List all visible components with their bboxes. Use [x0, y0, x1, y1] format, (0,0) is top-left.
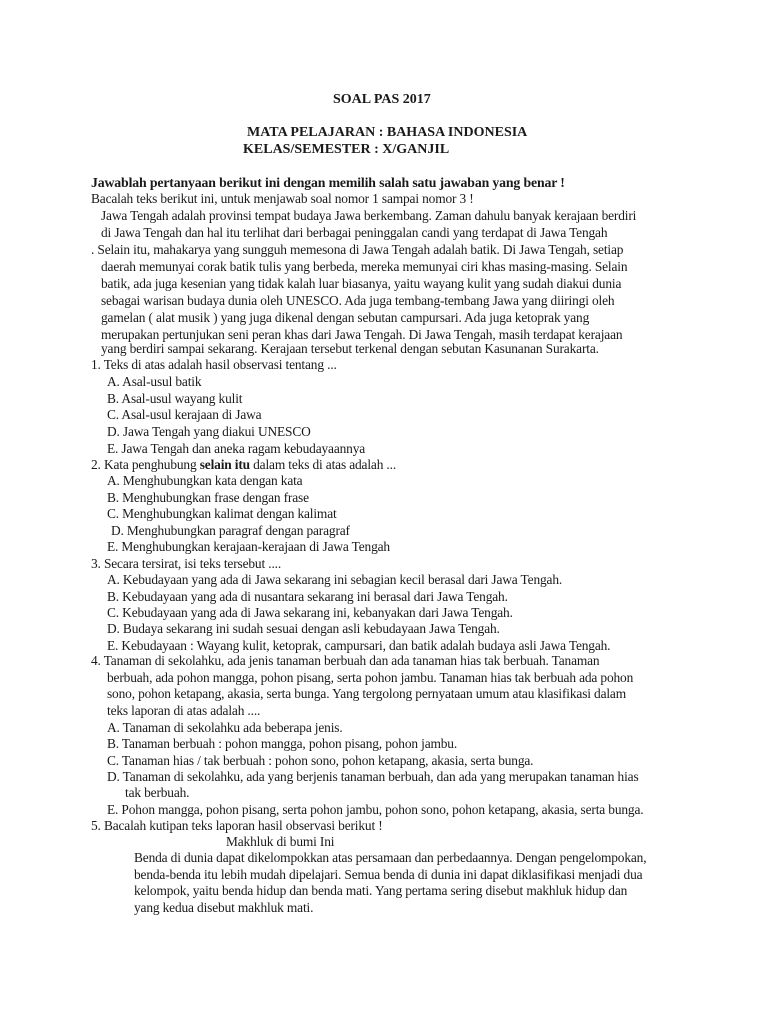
question-stem: berbuah, ada pohon mangga, pohon pisang, serta pohon jambu. Tanaman hias tak berbuah ada pohon	[107, 670, 634, 685]
excerpt-line: yang kedua disebut makhluk mati.	[134, 900, 314, 915]
passage-line: di Jawa Tengah dan hal itu terlihat dari berbagai peninggalan candi yang terdapat di Jawa Tengah	[101, 225, 608, 240]
question-stem: sono, pohon ketapang, akasia, serta bunga. Yang tergolong pernyataan umum atau klasifikasi dalam	[107, 686, 626, 701]
answer-option-a[interactable]: A. Menghubungkan kata dengan kata	[107, 473, 303, 488]
answer-option-d[interactable]: D. Jawa Tengah yang diakui UNESCO	[107, 424, 311, 439]
class-semester-line: KELAS/SEMESTER : X/GANJIL	[243, 142, 450, 157]
answer-option-e[interactable]: E. Pohon mangga, pohon pisang, serta pohon jambu, pohon sono, pohon ketapang, akasia, serta bunga.	[107, 802, 644, 817]
question-stem: teks laporan di atas adalah ....	[107, 703, 261, 718]
answer-option-d[interactable]: D. Budaya sekarang ini sudah sesuai dengan asli kebudayaan Jawa Tengah.	[107, 621, 500, 636]
passage-line: batik, ada juga kesenian yang tidak kalah luar biasanya, yaitu wayang kulit yang sudah diakui dunia	[101, 276, 622, 291]
passage-line: daerah memunyai corak batik tulis yang berbeda, mereka memunyai ciri khas masing-masing. Selain	[101, 259, 628, 274]
excerpt-line: Benda di dunia dapat dikelompokkan atas persamaan dan perbedaannya. Dengan pengelompokan,	[134, 850, 647, 865]
passage-line: gamelan ( alat musik ) yang juga dikenal dengan sebutan campursari. Ada juga ketoprak yang	[101, 310, 590, 325]
reading-intro: Bacalah teks berikut ini, untuk menjawab soal nomor 1 sampai nomor 3 !	[91, 191, 474, 206]
passage-line: sebagai warisan budaya dunia oleh UNESCO. Ada juga tembang-tembang Jawa yang diiringi oleh	[101, 293, 615, 308]
answer-option-b[interactable]: B. Kebudayaan yang ada di nusantara sekarang ini berasal dari Jawa Tengah.	[107, 589, 508, 604]
answer-option-a[interactable]: A. Kebudayaan yang ada di Jawa sekarang ini sebagian kecil berasal dari Jawa Tengah.	[107, 572, 563, 587]
excerpt-line: kelompok, yaitu benda hidup dan benda mati. Yang pertama sering disebut makhluk hidup dan	[134, 883, 628, 898]
question-stem	[91, 456, 396, 473]
passage-line: yang berdiri sampai sekarang. Kerajaan tersebut terkenal dengan sebutan Kasunanan Surakarta.	[101, 341, 599, 356]
passage-line: Jawa Tengah adalah provinsi tempat budaya Jawa berkembang. Zaman dahulu banyak kerajaan berdiri	[101, 208, 637, 223]
stem-bold-phrase: selain itu	[199, 457, 250, 472]
answer-option-b[interactable]: B. Asal-usul wayang kulit	[107, 391, 243, 406]
answer-option-b[interactable]: B. Tanaman berbuah : pohon mangga, pohon pisang, pohon jambu.	[107, 736, 458, 751]
question-stem: 5. Bacalah kutipan teks laporan hasil observasi berikut !	[91, 818, 383, 833]
instruction: Jawablah pertanyaan berikut ini dengan memilih salah satu jawaban yang benar !	[91, 175, 565, 190]
answer-option-c[interactable]: C. Menghubungkan kalimat dengan kalimat	[107, 506, 337, 521]
excerpt-line: benda-benda itu lebih mudah dipelajari. Semua benda di dunia ini dapat diklasifikasi menjadi dua	[134, 867, 643, 882]
question-stem: 3. Secara tersirat, isi teks tersebut ....	[91, 556, 282, 571]
answer-option-c[interactable]: C. Kebudayaan yang ada di Jawa sekarang ini, kebanyakan dari Jawa Tengah.	[107, 605, 513, 620]
answer-option-e[interactable]: E. Kebudayaan : Wayang kulit, ketoprak, campursari, dan batik adalah budaya asli Jawa Tengah.	[107, 638, 611, 653]
exam-title: SOAL PAS 2017	[333, 92, 431, 107]
answer-option-e[interactable]: E. Menghubungkan kerajaan-kerajaan di Jawa Tengah	[107, 539, 390, 554]
answer-option-d[interactable]: D. Menghubungkan paragraf dengan paragraf	[111, 523, 350, 538]
answer-option-d-continued[interactable]: tak berbuah.	[125, 785, 190, 800]
question-stem: 4. Tanaman di sekolahku, ada jenis tanaman berbuah dan ada tanaman hias tak berbuah. Tanaman	[91, 653, 600, 668]
answer-option-e[interactable]: E. Jawa Tengah dan aneka ragam kebudayaannya	[107, 441, 366, 456]
passage-line: . Selain itu, mahakarya yang sungguh memesona di Jawa Tengah adalah batik. Di Jawa Tengah, setiap	[91, 242, 624, 257]
answer-option-d[interactable]: D. Tanaman di sekolahku, ada yang berjenis tanaman berbuah, dan ada yang merupakan tanaman hias	[107, 769, 639, 784]
answer-option-a[interactable]: A. Tanaman di sekolahku ada beberapa jenis.	[107, 720, 343, 735]
subject-line: MATA PELAJARAN : BAHASA INDONESIA	[247, 125, 528, 140]
answer-option-c[interactable]: C. Asal-usul kerajaan di Jawa	[107, 407, 262, 422]
passage-line: merupakan pertunjukan seni peran khas dari Jawa Tengah. Di Jawa Tengah, masih terdapat kerajaan	[101, 327, 623, 342]
answer-option-c[interactable]: C. Tanaman hias / tak berbuah : pohon sono, pohon ketapang, akasia, serta bunga.	[107, 753, 534, 768]
question-stem: 1. Teks di atas adalah hasil observasi tentang ...	[91, 357, 337, 372]
stem-text: 2. Kata penghubung	[91, 457, 200, 472]
answer-option-a[interactable]: A. Asal-usul batik	[107, 374, 202, 389]
stem-text: dalam teks di atas adalah ...	[249, 457, 397, 472]
excerpt-title: Makhluk di bumi Ini	[226, 834, 335, 849]
answer-option-b[interactable]: B. Menghubungkan frase dengan frase	[107, 490, 309, 505]
